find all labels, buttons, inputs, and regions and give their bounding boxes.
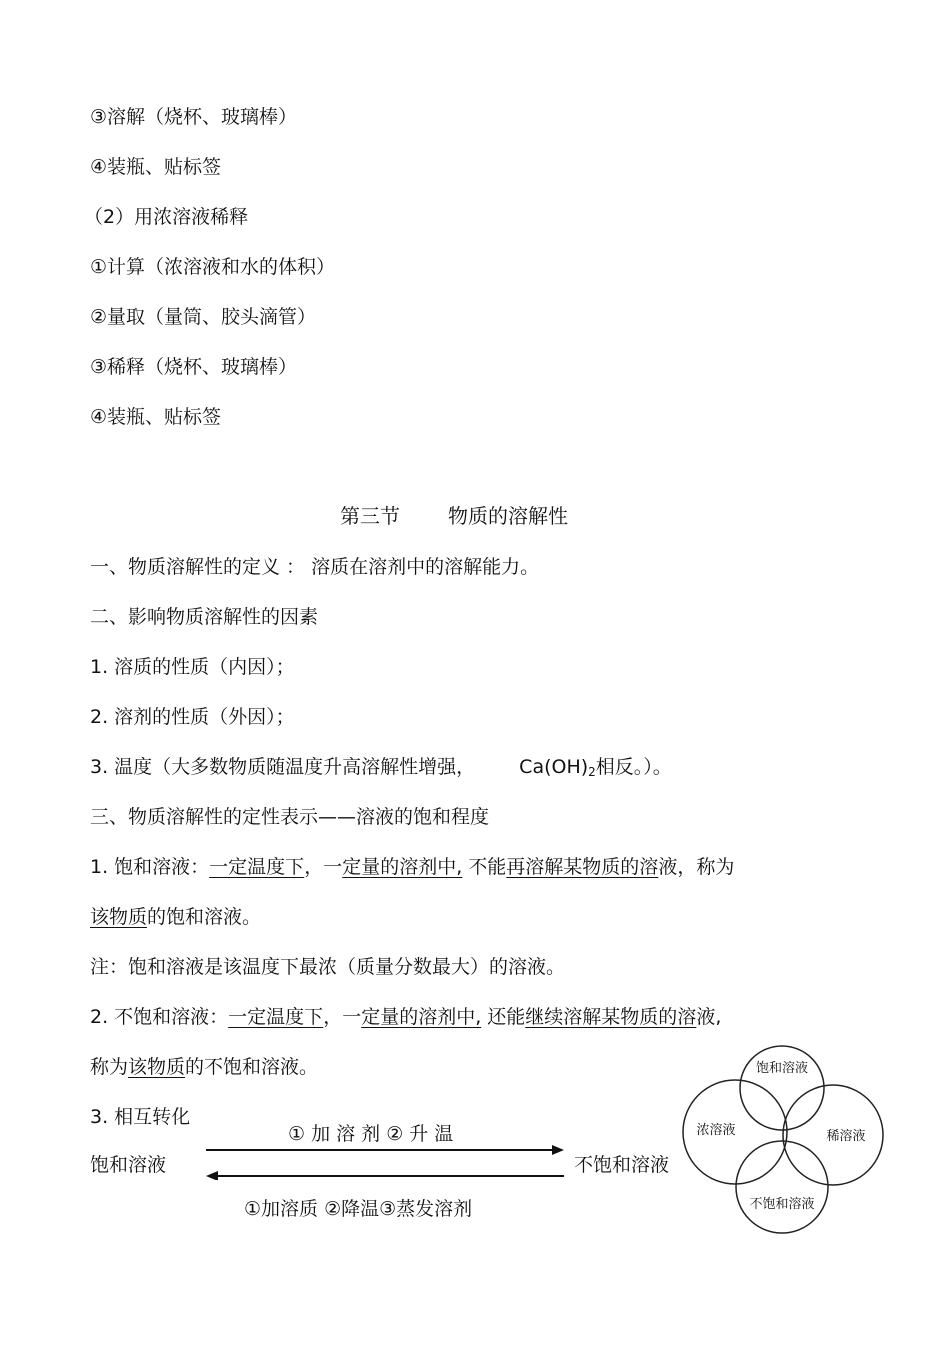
factor-solute: 1. 溶质的性质（内因）；	[90, 656, 295, 678]
definition-line: 一、物质溶解性的定义 ： 溶质在溶剂中的溶解能力。	[90, 556, 540, 578]
unsat-text: ，一	[323, 1006, 362, 1028]
sat-text-2: 不能	[462, 856, 507, 878]
conversion-heading: 3. 相互转化	[90, 1106, 191, 1128]
saturated-note: 注：饱和溶液是该温度下最浓（质量分数最大）的溶液。	[90, 956, 566, 978]
conversion-top-label: ① 加 溶 剂 ② 升 温	[288, 1123, 454, 1145]
venn-label-concentrated: 浓溶液	[696, 1123, 736, 1138]
venn-label-dilute: 稀溶液	[826, 1129, 866, 1144]
conversion-bottom-label: ①加溶质 ②降温③蒸发溶剂	[244, 1198, 473, 1220]
sat-underline-substance: 该物质	[90, 906, 148, 928]
sat-underline-solvent: 定量的溶剂中,	[342, 856, 463, 878]
unsat-text-5: 的不饱和溶液。	[185, 1056, 319, 1078]
procedure-step-dilute: ③稀释（烧杯、玻璃棒）	[90, 356, 298, 378]
unsat-text-3: 液,	[696, 1006, 722, 1028]
unsat-underline-solvent: 定量的溶剂中,	[361, 1006, 482, 1028]
procedure-step-bottle: ④装瓶、贴标签	[90, 156, 222, 178]
section-number: 第三节	[340, 504, 400, 528]
section-name: 物质的溶解性	[448, 504, 568, 528]
unsaturated-definition	[90, 1004, 721, 1030]
venn-circle-saturated	[740, 1046, 824, 1130]
sat-underline-dissolve: 再溶解某物质的溶	[506, 856, 659, 878]
conversion-arrows	[200, 1140, 570, 1180]
sat-text-4: 的饱和溶液。	[147, 906, 262, 928]
reverse-arrowhead-icon	[206, 1171, 218, 1180]
solution-venn-diagram	[676, 1028, 888, 1240]
formula-subscript: 2	[588, 765, 596, 779]
qualitative-heading: 三、物质溶解性的定性表示——溶液的饱和程度	[90, 806, 490, 828]
factor-solvent: 2. 溶剂的性质（外因）；	[90, 706, 295, 728]
venn-label-saturated: 饱和溶液	[755, 1061, 809, 1076]
sat-text: ，一	[304, 856, 343, 878]
procedure-step-measure: ②量取（量筒、胶头滴管）	[90, 306, 317, 328]
unsat-underline-substance: 该物质	[128, 1056, 186, 1078]
unsat-underline-temp: 一定温度下	[228, 1006, 324, 1028]
sat-label: 1. 饱和溶液：	[90, 856, 210, 878]
conversion-left-label: 饱和溶液	[90, 1154, 167, 1176]
calcium-hydroxide-formula: Ca(OH)	[519, 756, 589, 778]
procedure-step-calculate: ①计算（浓溶液和水的体积）	[90, 256, 336, 278]
procedure-step-bottle-2: ④装瓶、贴标签	[90, 406, 222, 428]
sat-text-3: 液，称为	[658, 856, 735, 878]
unsat-underline-dissolve: 继续溶解某物质的溶	[525, 1006, 697, 1028]
saturated-definition-cont	[90, 904, 261, 930]
procedure-heading-dilution: （2）用浓溶液稀释	[84, 206, 249, 228]
venn-label-unsaturated: 不饱和溶液	[749, 1197, 815, 1212]
procedure-step-dissolve: ③溶解（烧杯、玻璃棒）	[90, 106, 298, 128]
conversion-right-label: 不饱和溶液	[574, 1154, 670, 1176]
unsat-text-2: 还能	[481, 1006, 526, 1028]
saturated-definition	[90, 854, 734, 880]
unsat-label: 2. 不饱和溶液：	[90, 1006, 229, 1028]
unsaturated-definition-cont	[90, 1054, 318, 1080]
forward-arrowhead-icon	[552, 1145, 564, 1155]
sat-underline-temp: 一定温度下	[209, 856, 305, 878]
factor-temperature-text: 3. 温度（大多数物质随温度升高溶解性增强，	[90, 756, 476, 778]
unsat-text-4: 称为	[90, 1056, 129, 1078]
section-title	[340, 502, 568, 530]
factor-temperature	[90, 754, 672, 785]
factor-temperature-end: 相反。）。	[595, 756, 672, 778]
factors-heading: 二、影响物质溶解性的因素	[90, 606, 319, 628]
